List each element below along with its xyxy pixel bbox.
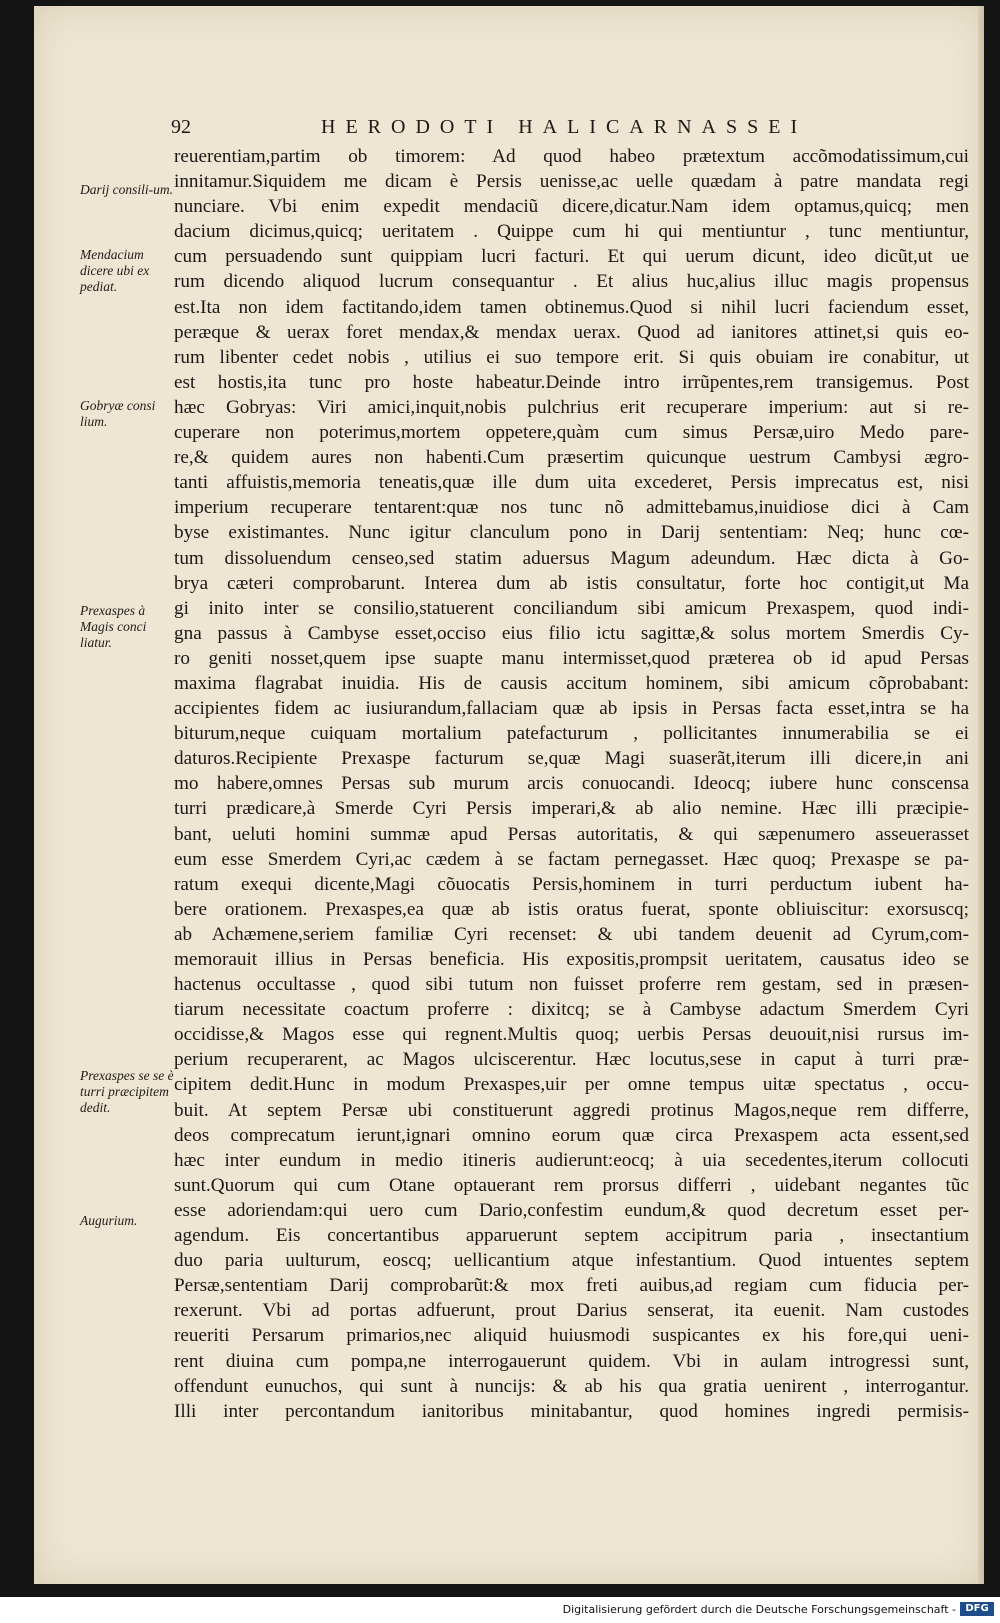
margin-note: Gobryæ consi lium. [80, 398, 156, 429]
text-line: duo paria uulturum, eoscq; uellicantium atque infestantium. Quod intuentes septem [174, 1250, 969, 1272]
book-page [34, 6, 984, 1584]
text-line: sunt.Quorum qui cum Otane optauerant rem prorsus differri , uidebant negantes tũc [174, 1174, 969, 1196]
margin-note: Augurium. [80, 1213, 138, 1228]
text-line: mo habere,omnes Persas sub murum arcis conuocandi. Ideocq; iubere hunc conscensa [174, 773, 969, 795]
margin-notes [80, 6, 172, 1584]
text-line: buit. At septem Persæ ubi constituerunt aggredi protinus Magos,neque rem differre, [174, 1099, 969, 1121]
folio-number: 92 [171, 116, 191, 138]
text-line: re,& quidem aures non habenti.Cum præsertim quicunque uestrum Cambysi ægro- [174, 447, 969, 469]
text-line: turri prædicare,à Smerde Cyri Persis imperari,& ab alio nemine. Hæc illi præcipie- [174, 798, 969, 820]
text-line: rexerunt. Vbi ad portas adfuerunt, prout Darius senserat, ita euenit. Nam custodes [174, 1300, 969, 1322]
text-line: dacium dicimus,quicq; ueritatem . Quippe cum hi qui mentiuntur , tunc mentiuntur, [174, 221, 969, 243]
text-line: est hostis,ita tunc pro hoste habeatur.Deinde intro irrũpentes,rem transigemus. Post [174, 371, 969, 393]
text-line: tum dissoluendum censeo,sed statim aduersus Magum adeundum. Hæc dicta à Go- [174, 547, 969, 569]
text-line: cipitem dedit.Hunc in modum Prexaspes,uir per omne tempus uitæ spectatus , occu- [174, 1074, 969, 1096]
text-line: byse existimantes. Nunc igitur clanculum pono in Darij sententiam: Neq; hunc cœ- [174, 522, 969, 544]
page-edge [978, 6, 984, 1584]
text-line: reuerentiam,partim ob timorem: Ad quod habeo prætextum accõmodatissimum,cui [174, 146, 969, 167]
text-line: rent diuina cum pompa,ne interrogauerunt quidem. Vbi in aulam introgressi sunt, [174, 1350, 969, 1372]
text-line: cuperare non poterimus,mortem oppetere,quàm cum simus Persæ,uiro Medo pare- [174, 422, 969, 444]
text-line: bant, ueluti homini summæ apud Persas autoritatis, & qui sæpenumero asseuerasset [174, 823, 969, 845]
text-line: eum esse Smerdem Cyri,ac cædem à se factam pernegasset. Hæc quoq; Prexaspe se pa- [174, 848, 969, 870]
text-line: ro geniti nosset,quem ipse suapte manu intermisset,quod præterea ob id apud Persas [174, 647, 969, 669]
text-line: cum persuadendo sunt quippiam lucri facturi. Et qui uerum dicunt, ideo dicũt,ut ue [174, 246, 969, 268]
text-line: ab Achæmene,seriem familiæ Cyri recenset: & ubi tandem deuenit ad Cyrum,com- [174, 923, 969, 945]
text-line: Illi inter percontandum ianitoribus minitabantur, quod homines ingredi permisis- [174, 1400, 969, 1422]
text-line: peræque & uerax foret mendax,& mendax uerax. Quod ad ianitores attinet,si quis eo- [174, 321, 969, 343]
text-line: reueriti Persarum primarios,nec aliquid huiusmodi suspicantes ex his fore,qui ueni- [174, 1325, 969, 1347]
body-text [174, 144, 969, 1424]
text-line: rum libenter cedet nobis , utilius ei suo tempore erit. Si quis obuiam ire conabitur, ut [174, 346, 969, 368]
text-line: tiarum necessitate coactum proferre : dixitcq; se à Cambyse adactum Smerdem Cyri [174, 999, 969, 1021]
dfg-logo: DFG [960, 1602, 994, 1616]
text-line: occidisse,& Magos esse qui regnent.Multis quoq; uerbis Persas deuouit,nisi rursus im- [174, 1024, 969, 1046]
text-line: maxima flagrabat inuidia. His de causis accitum hominem, sibi amicum cõprobabant: [174, 672, 969, 694]
margin-note: Prexaspes se se è turri præcipitem dedit. [80, 1068, 174, 1115]
text-line: hæc Gobryas: Viri amici,inquit,nobis pulchrius erit recuperare imperium: aut si re- [174, 396, 969, 418]
text-line: innitamur.Siquidem me dicam è Persis uenisse,ac uelle quædam à patre mandata regi [174, 171, 969, 193]
text-line: est.Ita non idem factitando,idem tamen obtinemus.Quod si nihil lucri faciendum esset, [174, 296, 969, 318]
text-line: agendum. Eis concertantibus apparuerunt septem accipitrum paria , insectantium [174, 1225, 969, 1247]
text-line: deos comprecatum ierunt,ignari omnino eorum quæ circa Prexaspem acta essent,sed [174, 1124, 969, 1146]
text-line: hactenus occultasse , quod sibi tutum non fuisset proferre rem gestam, sed in præsen- [174, 974, 969, 996]
text-line: perium recuperarent, ac Magos ulciscerentur. Hæc locutus,sese in caput à turri præ- [174, 1049, 969, 1071]
text-line: Persæ,sententiam Darij comprobarũt:& mox freti auibus,ad regiam cum fiducia per- [174, 1275, 969, 1297]
text-line: imperium recuperare tentarent:quæ nos tunc nõ admittebamus,inuidiose dici à Cam [174, 497, 969, 519]
text-line: rum dicendo aliquod lucrum consequantur . Et alius huc,alius illuc magis propensus [174, 271, 969, 293]
margin-note: Mendacium dicere ubi ex pediat. [80, 247, 150, 294]
margin-note: Darij consili-um. [80, 182, 173, 197]
text-line: ratum exequi dicente,Magi cõuocatis Persis,hominem in turri perductum iubent ha- [174, 873, 969, 895]
text-line: biturum,neque cuiquam mortalium patefacturum , pollicitantes innumerabilia se ei [174, 723, 969, 745]
text-line: bere orationem. Prexaspes,ea quæ ab istis oratus fuerat, sponte obliuiscitur: exorsuscq; [174, 898, 969, 920]
text-line: gi inito inter se consilio,statuerent conciliandum sibi amicum Prexaspem, quod indi- [174, 597, 969, 619]
text-line: accipientes fidem ac iusiurandum,fallaciam quæ ab ipsis in Persas facta esset,intra se ha [174, 698, 969, 720]
text-line: daturos.Recipiente Prexaspe facturum se,quæ Magi suaserãt,iterum illi dicere,in ani [174, 748, 969, 770]
text-line: hæc inter eundum in medio itineris audierunt:eocq; à uia secedentes,iterum collocuti [174, 1149, 969, 1171]
text-line: nunciare. Vbi enim expedit mendaciũ dicere,dicatur.Nam idem optamus,quicq; men [174, 196, 969, 218]
text-line: tanti affuistis,memoria teneatis,quæ ille dum uita excederet, Persis imprecatus est, nisi [174, 472, 969, 494]
footer-credit: Digitalisierung gefördert durch die Deutsche Forschungsgemeinschaft - [562, 1603, 956, 1616]
text-line: memorauit illius in Persas beneficia. His expositis,prompsit ueritatem, causatus ideo se [174, 949, 969, 970]
text-line: offendunt eunuchos, qui sunt à nuncijs: & ab his qua gratia uenirent , interrogantur. [174, 1375, 969, 1397]
text-line: brya cæteri comprobarunt. Interea dum ab istis consultatur, forte hoc contigit,ut Ma [174, 572, 969, 594]
text-line: esse adoriendam:qui uero cum Dario,confestim eundum,& quod decretum esset per- [174, 1199, 969, 1221]
margin-note: Prexaspes à Magis conci liatur. [80, 603, 147, 650]
text-line: gna passus à Cambyse esset,occiso eius filio ictu sagittæ,& solus mortem Smerdis Cy- [174, 622, 969, 644]
running-title: HERODOTI HALICARNASSEI [321, 116, 808, 138]
page-header [171, 116, 971, 142]
